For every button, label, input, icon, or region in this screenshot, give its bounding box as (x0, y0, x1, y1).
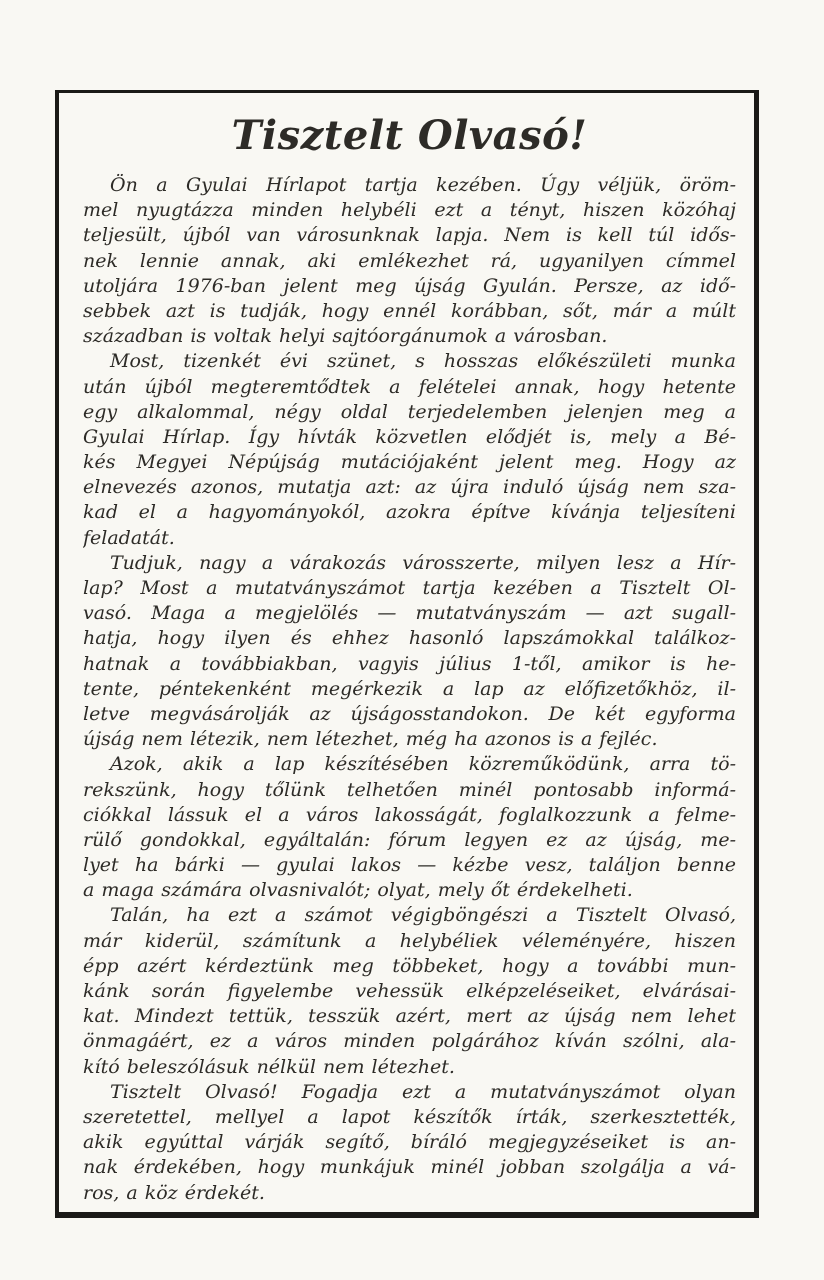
paragraph-line: Talán, ha ezt a számot végigböngészi a Tisztelt Olvasó, (110, 904, 736, 927)
paragraph-line: már kiderül, számítunk a helybéliek véleményére, hiszen (83, 929, 736, 952)
paragraph-line: században is voltak helyi sajtóorgánumok a városban. (83, 325, 608, 348)
paragraph-line: vasó. Maga a megjelölés — mutatványszám — azt sugall- (83, 602, 736, 625)
paragraph-line: feladatát. (83, 526, 175, 549)
paragraph-line: egy alkalommal, négy oldal terjedelemben jelenjen meg a (83, 400, 736, 423)
paragraph-line: Gyulai Hírlap. Így hívták közvetlen elődjét is, mely a Bé- (83, 425, 736, 448)
paragraph (83, 903, 736, 1079)
paragraph-line: Azok, akik a lap készítésében közreműködünk, arra tö- (110, 753, 736, 776)
paragraph-line: utoljára 1976-ban jelent meg újság Gyulán. Persze, az idő- (83, 274, 736, 297)
paragraph-line: akik egyúttal várják segítő, bíráló megjegyzéseiket is an- (83, 1131, 736, 1154)
paragraph-line: Tisztelt Olvasó! Fogadja ezt a mutatványszámot olyan (110, 1080, 736, 1103)
paragraph-line: kító beleszólásuk nélkül nem létezhet. (83, 1055, 455, 1078)
paragraph-line: önmagáért, ez a város minden polgárához kíván szólni, ala- (83, 1030, 736, 1053)
paragraph-line: lap? Most a mutatványszámot tartja kezében a Tisztelt Ol- (83, 577, 736, 599)
paragraph-line: kat. Mindezt tettük, tesszük azért, mert az újság nem lehet (83, 1005, 736, 1028)
paragraph-line: tente, péntekenként megérkezik a lap az előfizetőkhöz, il- (83, 677, 736, 700)
paragraph-line: Ön a Gyulai Hírlapot tartja kezében. Úgy véljük, öröm- (110, 174, 736, 196)
paragraph-line: lyet ha bárki — gyulai lakos — kézbe vesz, találjon benne (83, 854, 736, 877)
paragraph-line: sebbek azt is tudják, hogy ennél korábban, sőt, már a múlt (83, 299, 736, 322)
paragraph (83, 752, 736, 903)
paragraph-line: ros, a köz érdekét. (83, 1181, 265, 1204)
paragraph-line: teljesült, újból van városunknak lapja. Nem is kell túl idős- (83, 224, 736, 247)
paragraph-line: kad el a hagyományokól, azokra építve kívánja teljesíteni (83, 501, 736, 524)
paragraph-line: Most, tizenkét évi szünet, s hosszas előkészületi munka (110, 350, 736, 373)
paragraph-line: elnevezés azonos, mutatja azt: az újra induló újság nem sza- (83, 476, 736, 499)
paragraph-line: hatja, hogy ilyen és ehhez hasonló lapszámokkal találkoz- (83, 627, 736, 650)
paragraph (83, 349, 736, 551)
paragraph-line: épp azért kérdeztünk meg többeket, hogy a további mun- (83, 954, 736, 977)
page-title: Tisztelt Olvasó! (231, 112, 588, 159)
paragraph-line: letve megvásárolják az újságosstandokon. De két egyforma (83, 702, 736, 725)
paragraph-line: ciókkal lássuk el a város lakosságát, foglalkozzunk a felme- (83, 803, 736, 826)
paragraph (83, 551, 736, 753)
paragraph-line: a maga számára olvasnivalót; olyat, mely őt érdekelheti. (83, 879, 633, 902)
paragraph-line: nak érdekében, hogy munkájuk minél jobban szolgálja a vá- (83, 1156, 736, 1179)
paragraph-line: kés Megyei Népújság mutációjaként jelent meg. Hogy az (83, 451, 736, 474)
paragraph-line: újság nem létezik, nem létezhet, még ha azonos is a fejléc. (83, 728, 658, 751)
paragraph-line: nek lennie annak, aki emlékezhet rá, ugyanilyen címmel (83, 249, 736, 272)
paragraph (83, 1080, 736, 1206)
paragraph-line: mel nyugtázza minden helybéli ezt a tényt, hiszen közóhaj (83, 199, 736, 222)
paragraph-line: rekszünk, hogy tőlünk telhetően minél pontosabb informá- (83, 778, 736, 801)
paragraph-line: kánk során figyelembe vehessük elképzeléseiket, elvárásai- (83, 980, 736, 1002)
paragraph-line: hatnak a továbbiakban, vagyis július 1-től, amikor is he- (83, 652, 736, 675)
paragraph-line: rülő gondokkal, egyáltalán: fórum legyen ez az újság, me- (83, 828, 736, 851)
paragraph-line: után újból megteremtődtek a felételei annak, hogy hetente (83, 375, 736, 398)
text-frame-border (55, 90, 759, 1218)
paragraph-line: szeretettel, mellyel a lapot készítők írták, szerkesztették, (83, 1105, 736, 1128)
body-text (83, 173, 736, 1206)
paragraph (83, 173, 736, 349)
paragraph-line: Tudjuk, nagy a várakozás városszerte, milyen lesz a Hír- (110, 551, 736, 574)
